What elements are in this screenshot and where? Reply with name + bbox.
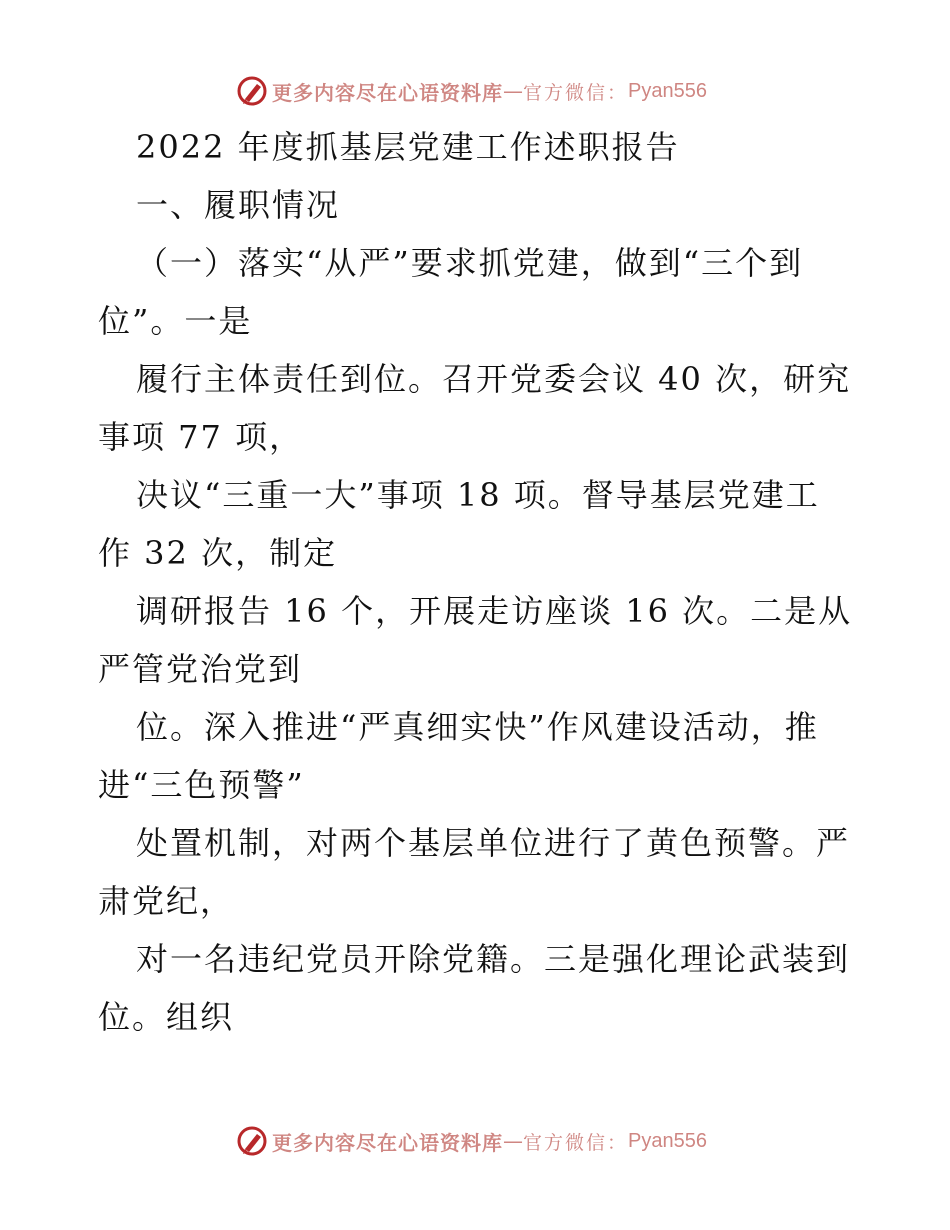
banner-wechat-id: Pyan556 [628,1129,707,1152]
banner-label: 官方微信： [523,1131,629,1154]
body-line: 处置机制，对两个基层单位进行了黄色预警。严 [136,824,851,862]
body-line: 决议“三重一大”事项 18 项。督导基层党建工 [136,476,820,514]
body-line: 调研报告 16 个，开展走访座谈 16 次。二是从 [136,592,853,630]
document-title: 2022 年度抓基层党建工作述职报告 [136,128,680,166]
body-line: 位。组织 [98,998,235,1036]
body-line: 严管党治党到 [98,650,303,688]
document-body [98,118,858,1046]
header-banner [236,74,707,108]
body-line: 肃党纪， [98,882,235,920]
body-line: 位”。一是 [98,302,253,340]
body-line: 作 32 次，制定 [98,534,338,572]
banner-text: 更多内容尽在心语资料库 [272,1130,503,1155]
banner-separator: — [503,79,523,103]
body-line: 进“三色预警” [98,766,305,804]
red-circle-pen-logo-icon [236,75,268,107]
body-line: 事项 77 项， [98,418,304,456]
body-line: （一）落实“从严”要求抓党建，做到“三个到 [136,244,804,282]
section-heading: 一、履职情况 [136,186,341,224]
banner-wechat-id: Pyan556 [628,79,707,102]
body-line: 履行主体责任到位。召开党委会议 40 次，研究 [136,360,852,398]
red-circle-pen-logo-icon [236,1125,268,1157]
footer-banner [236,1124,707,1158]
banner-separator: — [503,1129,523,1153]
body-line: 位。深入推进“严真细实快”作风建设活动，推 [136,708,819,746]
body-line: 对一名违纪党员开除党籍。三是强化理论武装到 [136,940,851,978]
banner-label: 官方微信： [523,81,629,104]
banner-text: 更多内容尽在心语资料库 [272,80,503,105]
